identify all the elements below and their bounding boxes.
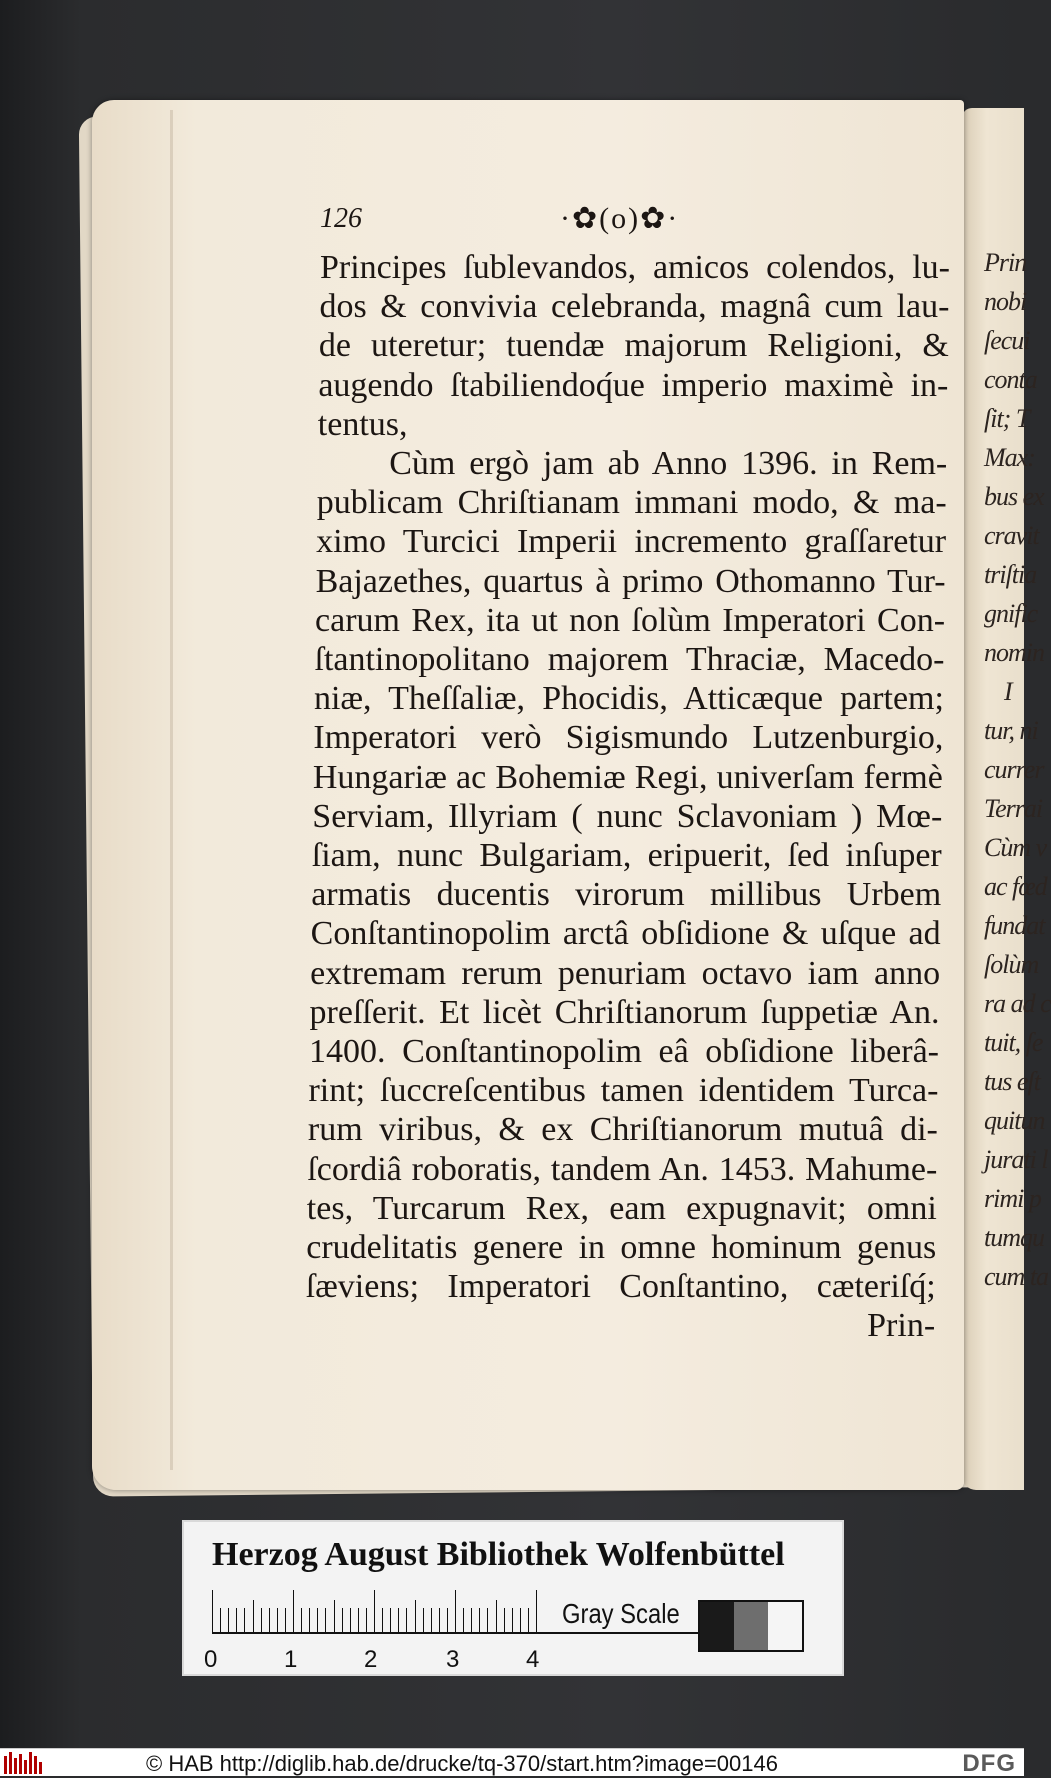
facing-page-text: jurati l	[984, 1145, 1048, 1174]
ruler-tick	[236, 1608, 237, 1634]
facing-page-text: Prin	[984, 248, 1027, 277]
ruler-number: 3	[446, 1646, 460, 1673]
facing-page-text: Terrai	[984, 794, 1043, 823]
gray-patch	[700, 1602, 734, 1650]
ruler-tick	[220, 1608, 221, 1634]
text-line: ximo Turcici Imperii incremento graſſaretur	[316, 523, 947, 561]
ruler-tick	[261, 1608, 262, 1634]
ruler-tick	[463, 1608, 464, 1634]
footer-bar	[0, 1748, 1024, 1776]
ruler-tick	[309, 1608, 310, 1634]
text-line: rint; ſuccreſcentibus tamen identidem Turca-	[308, 1072, 939, 1110]
page-number: 126	[320, 203, 362, 234]
ruler-tick	[423, 1608, 424, 1634]
facing-page-text: Max:	[984, 443, 1035, 472]
gray-scale-label: Gray Scale	[562, 1598, 680, 1629]
gray-patch	[734, 1602, 768, 1650]
ruler-tick	[228, 1608, 229, 1634]
facing-page-text: tus eſt	[984, 1067, 1040, 1096]
ruler-number: 4	[526, 1646, 540, 1673]
ruler-tick	[342, 1608, 343, 1634]
ruler-tick	[334, 1600, 335, 1634]
ruler-tick	[350, 1608, 351, 1634]
text-line: Principes ſublevandos, amicos colendos, lu-	[320, 249, 950, 286]
text-line: Prin-	[867, 1307, 936, 1345]
ruler-tick	[285, 1608, 286, 1634]
ruler-baseline	[212, 1632, 722, 1634]
text-line: ſiam, nunc Bulgariam, eripuerit, ſed inſuper	[311, 837, 942, 874]
text-line: augendo ſtabiliendoq́ue imperio maximè in-	[318, 366, 949, 404]
ruler-tick	[317, 1608, 318, 1634]
ruler-tick	[244, 1608, 245, 1634]
text-line: crudelitatis genere in omne hominum genus	[306, 1229, 937, 1266]
ruler-tick	[269, 1608, 270, 1634]
facing-page-text: ſolùm	[984, 950, 1039, 979]
ruler-number: 0	[204, 1646, 218, 1673]
facing-page-text: cravit	[984, 521, 1039, 550]
gray-patch	[768, 1602, 802, 1650]
text-line: Bajazethes, quartus à primo Othomanno Tur-	[315, 562, 946, 600]
text-line: ſæviens; Imperatori Conſtantino, cæteriſq́;	[305, 1268, 936, 1306]
facing-page-text: fundat	[984, 911, 1045, 940]
ruler-tick	[374, 1590, 375, 1634]
text-line: ſtantinopolitano majorem Thraciæ, Macedo-	[314, 641, 945, 678]
ruler-number: 2	[364, 1646, 378, 1673]
text-line: Hungariæ ac Bohemiæ Regi, univerſam fermè	[312, 758, 943, 796]
text-line: Serviam, Illyriam ( nunc Sclavoniam ) Mœ-	[312, 797, 943, 835]
text-line: de uteretur; tuendæ majorum Religioni, &	[318, 327, 949, 365]
text-line: armatis ducentis virorum millibus Urbem	[311, 876, 942, 914]
ruler-tick	[487, 1608, 488, 1634]
text-line: preſſerit. Et licèt Chriſtianorum ſuppetiæ An.	[309, 993, 940, 1031]
text-line: ſcordiâ roboratis, tandem An. 1453. Mahume-	[307, 1150, 938, 1188]
text-line: tentus,	[317, 405, 408, 443]
text-line: rum viribus, & ex Chriſtianorum mutuâ di-	[307, 1111, 938, 1149]
facing-page-text: ſit; T	[984, 404, 1030, 433]
ruler-tick	[301, 1608, 302, 1634]
ruler-number: 1	[284, 1646, 298, 1673]
text-line: publicam Chriſtianam immani modo, & ma-	[316, 484, 947, 522]
ruler-tick	[277, 1608, 278, 1634]
ruler-tick	[325, 1608, 326, 1634]
facing-page-text: tuit, ſe	[984, 1028, 1043, 1057]
ruler-tick	[390, 1608, 391, 1634]
gray-scale-swatch	[698, 1600, 804, 1652]
ruler-tick	[398, 1608, 399, 1634]
ruler-tick	[253, 1600, 254, 1634]
facing-page-text: ſecui	[984, 326, 1030, 355]
ruler-tick	[447, 1608, 448, 1634]
ruler-tick	[212, 1590, 213, 1634]
color-calibration-card	[182, 1520, 844, 1676]
ruler-tick	[415, 1600, 416, 1634]
facing-page-text: gnific	[984, 599, 1038, 628]
footer-copyright-url[interactable]: © HAB http://diglib.hab.de/drucke/tq-370/start.htm?image=00146	[146, 1751, 778, 1776]
ruler-tick	[504, 1608, 505, 1634]
facing-page-text: I	[1004, 677, 1012, 706]
text-line: tes, Turcarum Rex, eam expugnavit; omni	[306, 1189, 937, 1227]
facing-page-text: currer	[984, 755, 1044, 784]
facing-page-text: Cùm v	[984, 833, 1047, 862]
ruler-tick	[536, 1590, 537, 1634]
ruler-tick	[471, 1608, 472, 1634]
ruler-tick	[439, 1608, 440, 1634]
ruler-tick	[520, 1608, 521, 1634]
ruler-tick	[512, 1608, 513, 1634]
facing-page-text: quitun	[984, 1106, 1045, 1135]
facing-page-text: rimi p	[984, 1184, 1041, 1213]
ruler-tick	[382, 1608, 383, 1634]
text-line: Cùm ergò jam ab Anno 1396. in Rem-	[389, 445, 948, 482]
facing-page-text: nomin	[984, 638, 1044, 667]
text-line: carum Rex, ita ut non ſolùm Imperatori Con-	[315, 601, 946, 639]
ruler-tick	[479, 1608, 480, 1634]
text-line: Imperatori verò Sigismundo Lutzenburgio,	[313, 719, 944, 757]
facing-page-text: ra ad c	[984, 989, 1051, 1018]
header-ornament: ·✿(o)✿·	[560, 202, 680, 235]
library-name: Herzog August Bibliothek Wolfenbüttel	[212, 1536, 785, 1573]
facing-page-text: cum ta	[984, 1262, 1049, 1291]
ruler-tick	[358, 1608, 359, 1634]
text-line: dos & convivia celebranda, magnâ cum lau-	[319, 288, 950, 326]
facing-page-text: bus ex	[984, 482, 1044, 511]
text-line: Conſtantinopolim arctâ obſidione & uſque ad	[310, 915, 941, 953]
ruler-tick	[293, 1590, 294, 1634]
ruler-tick	[406, 1608, 407, 1634]
facing-page-text: conta	[984, 365, 1037, 394]
text-line: extremam rerum penuriam octavo iam anno	[310, 954, 941, 992]
facing-page-text: tur, ni	[984, 716, 1038, 745]
facing-page-text: tumqu	[984, 1223, 1044, 1252]
hab-logo-icon	[4, 1752, 48, 1774]
ruler-tick	[455, 1590, 456, 1634]
dfg-logo: DFG	[962, 1750, 1016, 1777]
ruler-tick	[431, 1608, 432, 1634]
text-line: 1400. Conſtantinopolim eâ obſidione liberâ-	[309, 1033, 939, 1070]
text-line: niæ, Theſſaliæ, Phocidis, Atticæque partem;	[313, 680, 944, 718]
facing-page-text: triſtia	[984, 560, 1037, 589]
facing-page-text: ac fœd	[984, 872, 1047, 901]
ruler-tick	[528, 1608, 529, 1634]
ruler-tick	[496, 1600, 497, 1634]
ruler-tick	[366, 1608, 367, 1634]
facing-page-text: nobi	[984, 287, 1027, 316]
